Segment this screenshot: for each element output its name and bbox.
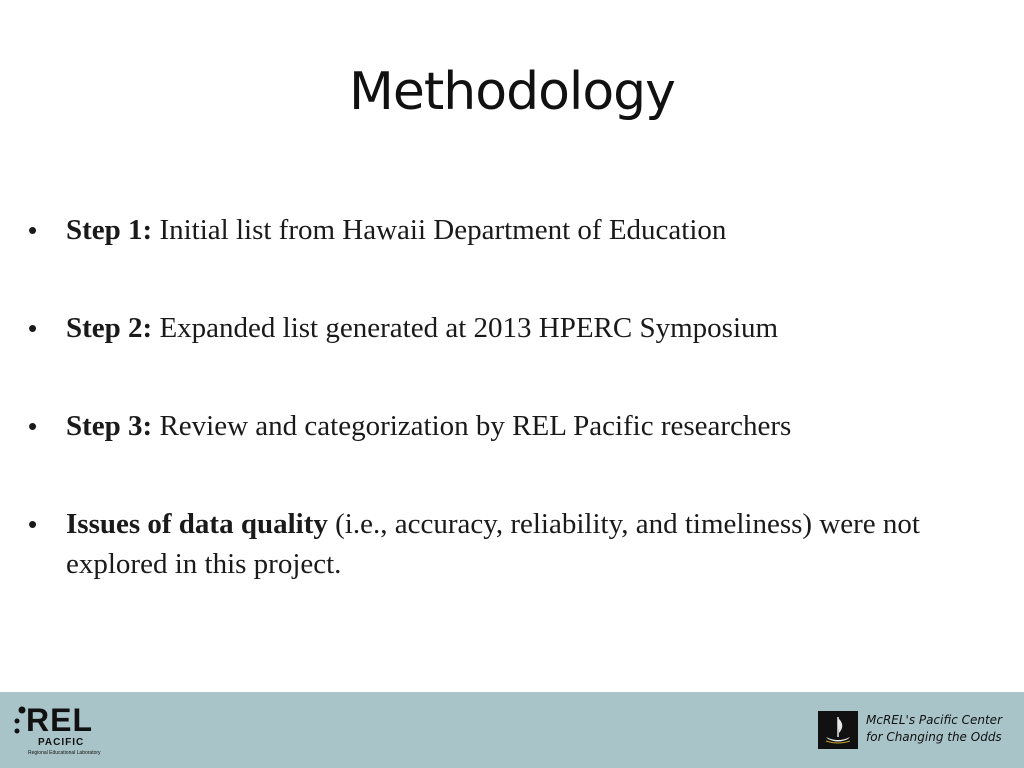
footer-bar xyxy=(0,692,1024,768)
canoe-icon xyxy=(818,711,858,749)
bullet-step-1 xyxy=(28,210,988,250)
mcrel-logo xyxy=(818,709,1018,753)
bullet-step-2 xyxy=(28,308,988,348)
bullet-step-3 xyxy=(28,406,988,446)
rel-pacific-logo xyxy=(14,700,104,762)
mcrel-logo-text xyxy=(866,712,1002,746)
bullet-text: Expanded list generated at 2013 HPERC Symposium xyxy=(159,312,779,344)
rel-dots-icon xyxy=(14,706,26,746)
bullet-label: Step 2: xyxy=(66,312,153,344)
bullet-list xyxy=(28,210,988,584)
rel-logo-word: REL xyxy=(26,702,93,738)
mcrel-logo-line1: McREL's Pacific Center xyxy=(866,713,1002,727)
bullet-label: Issues of data quality xyxy=(66,508,328,540)
bullet-data-quality xyxy=(28,504,988,584)
bullet-label: Step 3: xyxy=(66,410,153,442)
rel-logo-sub2: Regional Educational Laboratory xyxy=(28,750,101,756)
mcrel-logo-line2: for Changing the Odds xyxy=(866,730,1002,744)
bullet-text: Review and categorization by REL Pacific researchers xyxy=(159,410,792,442)
rel-logo-sub: PACIFIC xyxy=(38,737,85,748)
slide-title: Methodology xyxy=(349,62,675,122)
bullet-label: Step 1: xyxy=(66,214,153,246)
bullet-text: Initial list from Hawaii Department of Education xyxy=(159,214,727,246)
bullet-text: (i.e., accuracy, reliability, and timeliness) were not explored in this project. xyxy=(66,508,920,580)
